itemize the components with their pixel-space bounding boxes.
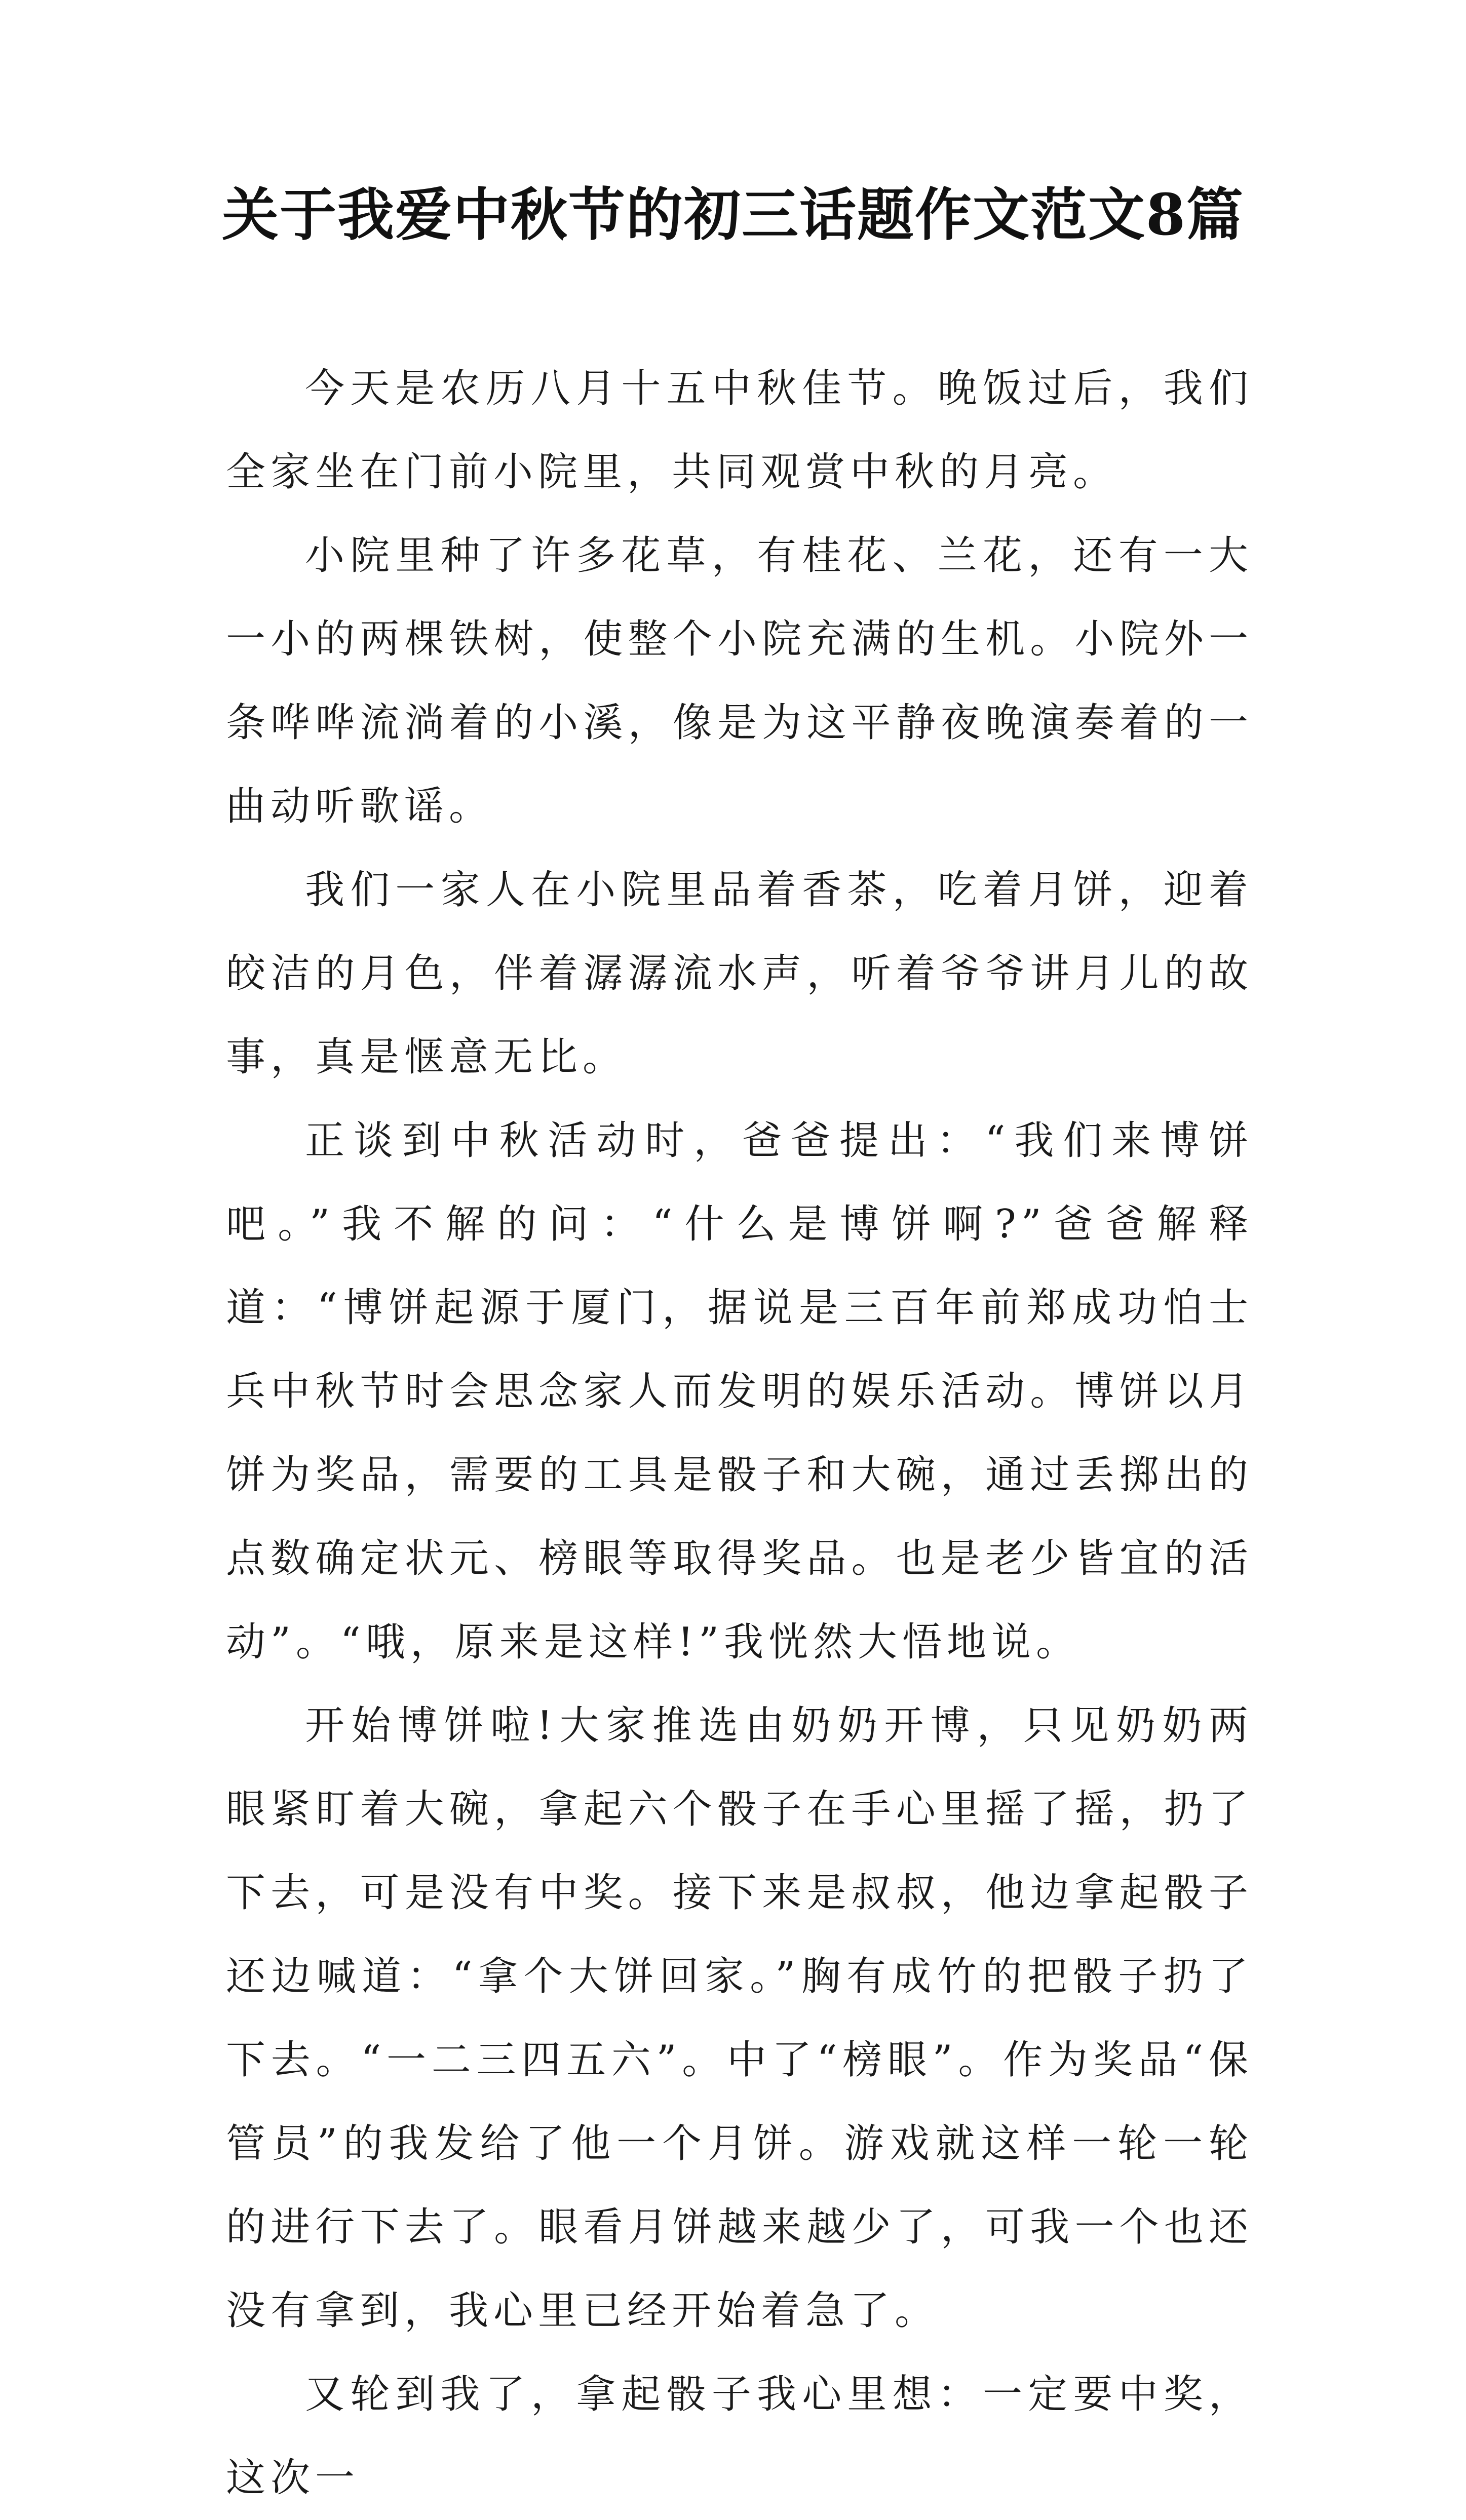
paragraph-2: 小院里种了许多花草，有桂花、兰花，还有一大一小的两棵铁树，使整个小院充满的生机。小院外一条哗哗流淌着的小溪，像是为这平静夜晚演奏着的一曲动听歌谣。 <box>226 533 1253 829</box>
paragraph-1: 今天是农历八月十五中秋佳节。晚饭过后，我们全家坐在门前小院里，共同观赏中秋的月亮。 <box>226 366 1253 495</box>
document-body <box>226 347 1253 2520</box>
document-title: 关于我爱中秋节的初三话题作文范文8篇 <box>222 182 1244 248</box>
paragraph-6: 又轮到我了，拿起骰子我心里想：一定要中奖，这次一 <box>226 2372 1253 2501</box>
paragraph-4: 正谈到中秋活动时，爸爸提出：“我们来博饼吧。”我不解的问：“什么是博饼啊?”爸爸解释道：“博饼起源于厦门，据说是三百年前郑成功怕士兵中秋节时会思念家人而发明的娱乐活动。博饼以月饼为奖品，需要的工具是骰子和大碗，通过丢掷出的点数确定状元、榜眼等取得奖品。也是老少皆宜的活动”。“哦，原来是这样!”我恍然大悟地说。 <box>226 1118 1253 1665</box>
paragraph-5: 开始博饼啦!大家推选由奶奶开博，只见奶奶两眼紧盯着大碗，拿起六个骰子在手心里摇了摇，扔了下去，可是没有中奖。接下来是叔叔，他边拿起骰子还边喊道：“拿个大饼回家。”胸有成竹的把骰子扔了下去。“一二三四五六”。中了“榜眼”。作为奖品“保管员”的我发给了他一个月饼。游戏就这样一轮一轮的进行下去了。眼看月饼越来越少了，可我一个也还没有拿到，我心里已经开始着急了。 <box>226 1703 1253 2334</box>
paragraph-3: 我们一家人在小院里品着香茶，吃着月饼，迎着皎洁的月色，伴着潺潺流水声，听着爷爷讲月儿的故事，真是惬意无比。 <box>226 867 1253 1080</box>
